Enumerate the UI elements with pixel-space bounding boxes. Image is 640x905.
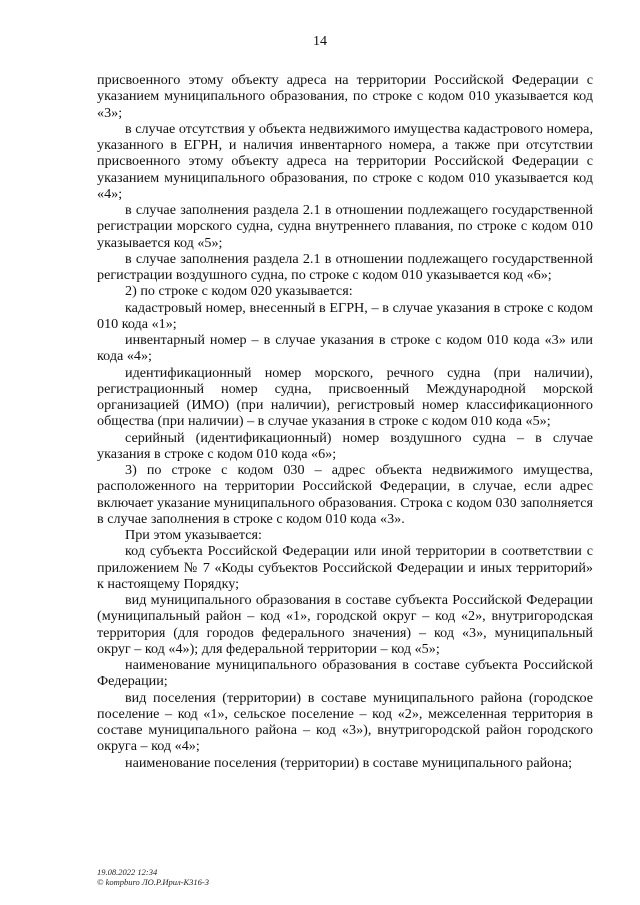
paragraph: наименование поселения (территории) в составе муниципального района; [125, 754, 573, 771]
paragraph: 2) по строке с кодом 020 указывается: [125, 283, 353, 300]
document-body [97, 72, 593, 771]
document-file-code: © kompburo ЛО.Р.Ирил-К316-3 [97, 877, 209, 887]
print-timestamp: 19.08.2022 12:34 [97, 867, 158, 877]
paragraph: в случае заполнения раздела 2.1 в отношении подлежащего государственной регистрации воздушного судна, по строке с кодом 010 указывается код «6»; [97, 250, 593, 283]
paragraph: в случае заполнения раздела 2.1 в отношении подлежащего государственной регистрации морского судна, судна внутреннего плавания, по строке с кодом 010 указывается код «5»; [97, 202, 593, 251]
paragraph: в случае отсутствия у объекта недвижимого имущества кадастрового номера, указанного в ЕГРН, и наличия инвентарного номера, а также при отсутствии присвоенного этому объекту адреса на территории Российской Федерации с указанием муниципального образования, по строке с кодом 010 указывается код «4»; [97, 120, 593, 202]
paragraph: присвоенного этому объекту адреса на территории Российской Федерации с указанием муниципального образования, по строке с кодом 010 указывается код «3»; [97, 72, 593, 121]
paragraph: инвентарный номер – в случае указания в строке с кодом 010 кода «3» или кода «4»; [97, 332, 593, 365]
page-number: 14 [313, 34, 327, 49]
paragraph: 3) по строке с кодом 030 – адрес объекта недвижимого имущества, расположенного на территории Российской Федерации, в случае, если адрес включает указание муниципального образования. Строка с кодом 030 заполняется в случае заполнения в строке с кодом 010 кода «3». [97, 462, 593, 527]
paragraph: кадастровый номер, внесенный в ЕГРН, – в случае указания в строке с кодом 010 кода «1»; [97, 299, 593, 332]
paragraph: При этом указывается: [125, 527, 262, 543]
paragraph: серийный (идентификационный) номер воздушного судна – в случае указания в строке с кодом 010 кода «6»; [97, 429, 593, 462]
print-footer [97, 867, 209, 887]
paragraph: наименование муниципального образования в составе субъекта Российской Федерации; [97, 657, 593, 690]
paragraph: вид муниципального образования в составе субъекта Российской Федерации (муниципальный район – код «1», городской округ – код «2», внутригородская территория (для городов федерального значения) – код «3», муниципальный округ – код «4»); для федеральной территории – код «5»; [97, 592, 593, 657]
paragraph: идентификационный номер морского, речного судна (при наличии), регистрационный номер судна, присвоенный Международной морской организацией (ИМО) (при наличии), регистровый номер классификационного общества (при наличии) – в случае указания в строке с кодом 010 кода «5»; [97, 364, 593, 430]
paragraph: вид поселения (территории) в составе муниципального района (городское поселение – код «1», сельское поселение – код «2», межселенная территория в составе муниципального района – код «3»), внутригородской район городского округа – код «4»; [97, 689, 593, 755]
paragraph: код субъекта Российской Федерации или иной территории в соответствии с приложением № 7 «Коды субъектов Российской Федерации и иных территорий» к настоящему Порядку; [97, 543, 593, 592]
